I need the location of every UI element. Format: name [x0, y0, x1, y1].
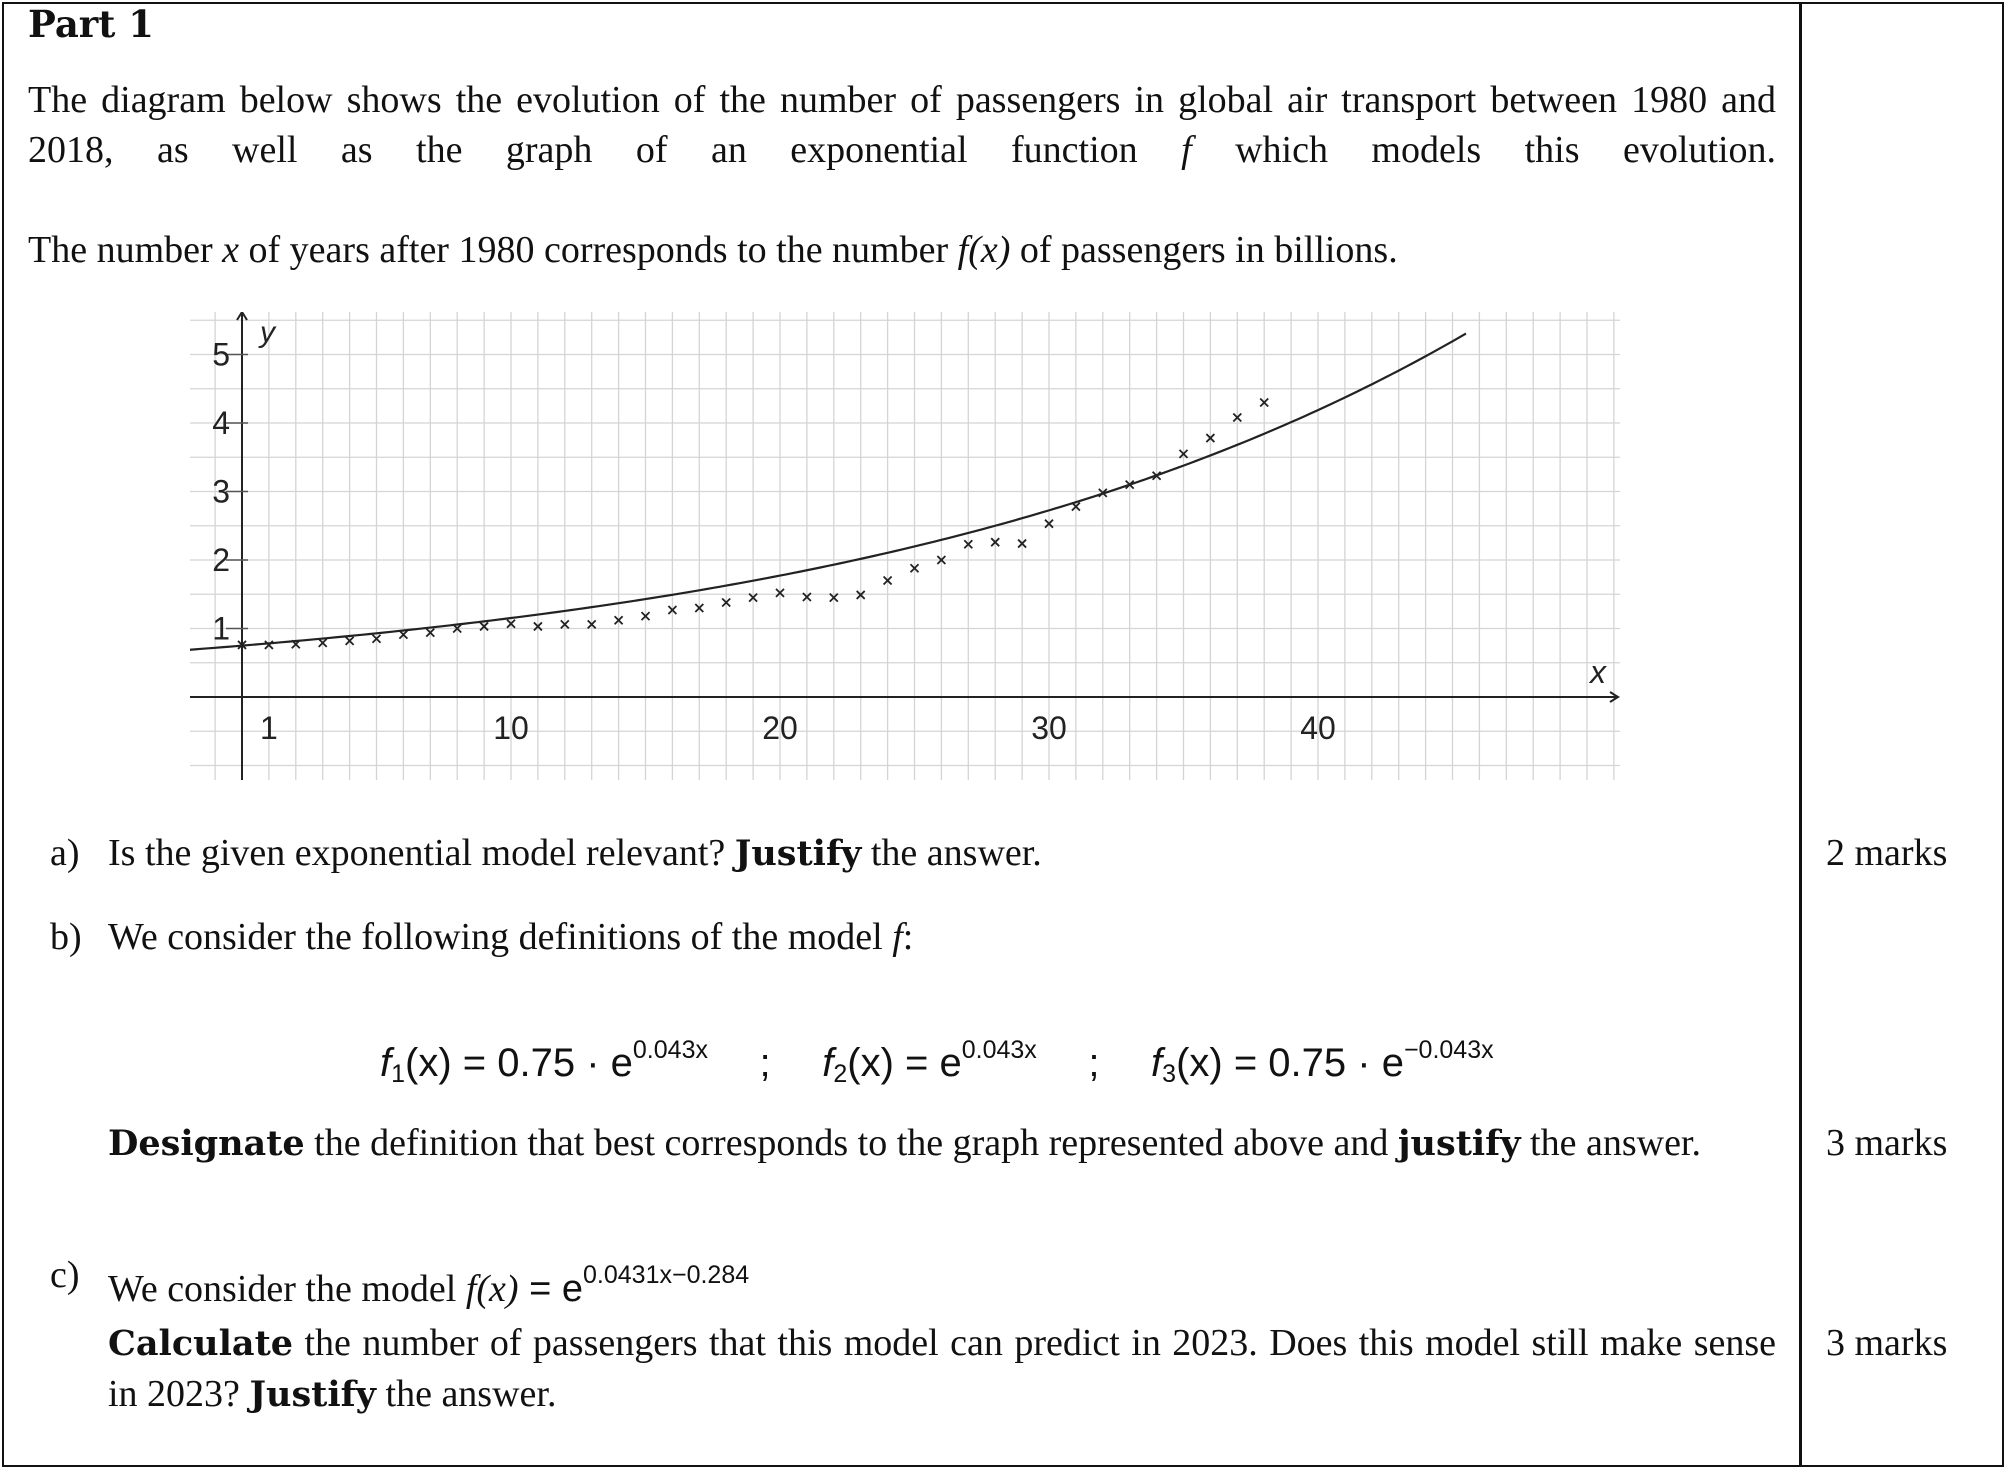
f1-exp: 0.043x	[632, 1036, 708, 1064]
question-c-task	[108, 1318, 1776, 1420]
f3-sub: 3	[1162, 1060, 1177, 1088]
tick-labels	[212, 316, 1607, 746]
qb-task-end: the answer.	[1530, 1122, 1701, 1164]
marks-column-divider	[1799, 2, 1802, 1467]
y-tick-label: 1	[212, 610, 230, 647]
f1-fn: f	[380, 1041, 392, 1085]
intro-text: The diagram below shows the evolution of the number of passengers in global air transport between 1980 and 2018, as well as the graph of an exponential function	[28, 79, 1776, 171]
x-tick-label: 40	[1300, 710, 1336, 746]
formula-f1	[380, 1036, 708, 1088]
passengers-chart	[190, 312, 1620, 780]
f2-exp: 0.043x	[961, 1036, 1037, 1064]
f3-exp: −0.043x	[1403, 1036, 1494, 1064]
question-c-intro	[108, 1250, 1776, 1314]
part-title: Part 1	[28, 2, 155, 46]
intro-paragraph-2	[28, 225, 1776, 275]
intro2-mid: of years after 1980 corresponds to the number	[248, 229, 949, 271]
question-a-letter: a)	[50, 832, 80, 874]
intro2-end: of passengers in billions.	[1019, 229, 1398, 271]
qc-intro: We consider the model	[108, 1268, 457, 1310]
qb-task-mid: the definition that best corresponds to the graph represented above and	[314, 1122, 1389, 1164]
qc-model-eq: = e	[518, 1268, 584, 1310]
x-tick-label: 20	[762, 710, 798, 746]
qa-text-1: Is the given exponential model relevant?	[108, 832, 726, 874]
formula-separator: ;	[1088, 1041, 1100, 1085]
qc-bold-2: Justify	[249, 1374, 377, 1415]
qb-bold-1: Designate	[108, 1123, 305, 1164]
qb-bold-2: justify	[1397, 1123, 1521, 1164]
f2-sub: 2	[833, 1060, 848, 1088]
y-axis-label: y	[260, 316, 275, 349]
question-c-marks: 3 marks	[1826, 1322, 1948, 1364]
intro-text-end: which models this evolution.	[1235, 129, 1777, 171]
formula-f3	[1151, 1036, 1494, 1088]
f1-sub: 1	[391, 1060, 406, 1088]
question-b-marks: 3 marks	[1826, 1122, 1948, 1164]
qc-model-lhs: f(x)	[465, 1268, 519, 1310]
qc-bold-1: Calculate	[108, 1323, 293, 1364]
y-tick-label: 3	[212, 473, 230, 510]
qa-bold: Justify	[734, 833, 862, 874]
f1-arg: (x) = 0.75 · e	[405, 1041, 633, 1085]
chart-grid	[190, 312, 1620, 780]
formula-f2	[822, 1036, 1037, 1088]
question-b-task	[108, 1118, 1776, 1169]
qb-intro-text: We consider the following definitions of the model	[108, 916, 883, 958]
question-a-text	[108, 828, 1776, 879]
f2-fn: f	[822, 1041, 834, 1085]
f3-arg: (x) = 0.75 · e	[1176, 1041, 1404, 1085]
qa-text-2: the answer.	[870, 832, 1042, 874]
x-tick-label: 30	[1031, 710, 1067, 746]
chart-axes	[190, 312, 1618, 780]
y-tick-label: 5	[212, 336, 230, 373]
qc-model-exp: 0.0431x−0.284	[583, 1261, 750, 1289]
y-tick-label: 2	[212, 542, 230, 578]
qb-intro-end: :	[902, 916, 914, 958]
question-c-letter: c)	[50, 1254, 80, 1296]
x-tick-label: 1	[260, 710, 278, 746]
intro2-fx: f(x)	[957, 229, 1011, 271]
question-b-letter: b)	[50, 916, 82, 958]
question-a-marks: 2 marks	[1826, 832, 1948, 874]
intro2-start: The number	[28, 229, 213, 271]
x-tick-label: 10	[493, 710, 529, 746]
question-b-intro	[108, 912, 1776, 962]
qc-task-mid: the number of passengers that this model can predict in 2023. Does this model still make sense in 2023?	[108, 1322, 1777, 1415]
intro2-x: x	[222, 229, 240, 271]
model-definitions	[380, 1022, 1494, 1102]
f2-arg: (x) = e	[847, 1041, 962, 1085]
x-axis-label: x	[1590, 654, 1606, 690]
qc-task-end: the answer.	[385, 1373, 557, 1415]
qb-intro-var: f	[892, 916, 903, 958]
intro-paragraph	[28, 75, 1776, 175]
intro-function-symbol: f	[1181, 129, 1192, 171]
y-tick-label: 4	[212, 405, 230, 441]
f3-fn: f	[1151, 1041, 1163, 1085]
formula-separator: ;	[759, 1041, 771, 1085]
